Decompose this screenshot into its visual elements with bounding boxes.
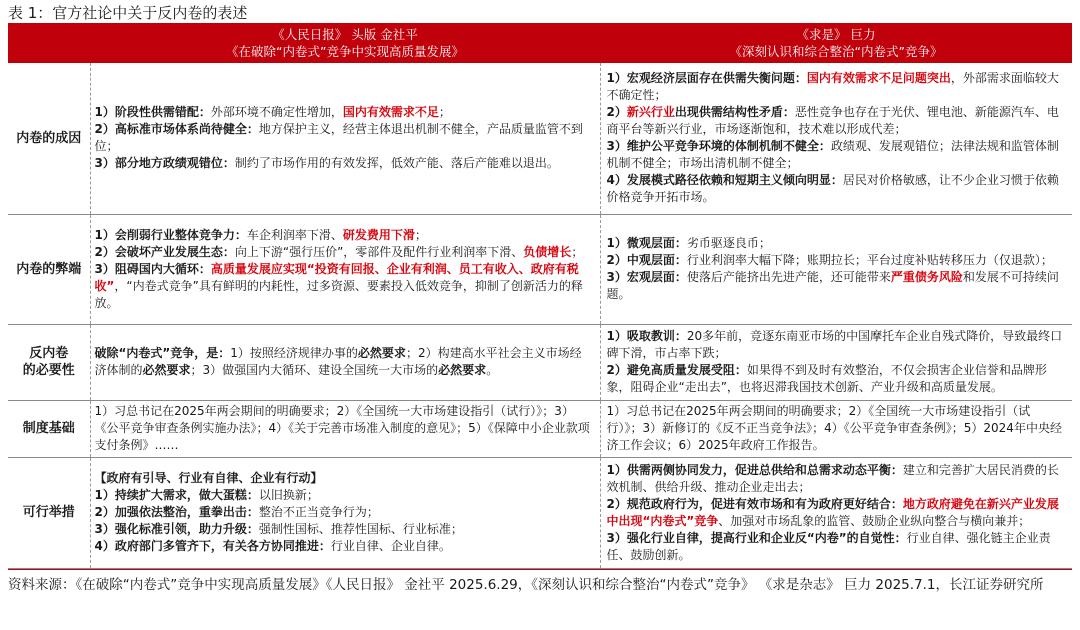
- bold-text: 必然要求: [357, 346, 406, 360]
- bold-text: 2）加强依法整治，重拳出击：: [94, 505, 259, 519]
- body-text: 建立和完善扩大居民消费的长效机制、供给升级、推动企业走出去；: [606, 462, 1059, 494]
- bold-text: 出现供需结构性矛盾：: [674, 105, 795, 120]
- body-text: 和发展不可持续问题。: [606, 270, 1059, 301]
- cell-paragraph: [607, 235, 1067, 252]
- bold-text: 2）会破坏产业发展生态：: [94, 244, 235, 259]
- cell-paragraph: [607, 328, 1067, 362]
- header-col-people-daily: [90, 23, 600, 63]
- row-label: [8, 457, 90, 568]
- highlight-text: 国内有效需求不足问题突出: [806, 71, 951, 86]
- cell-paragraph: [95, 403, 592, 454]
- row-label-line: 内卷的成因: [16, 130, 82, 146]
- row-basis-qiushi: [600, 400, 1072, 457]
- body-text: 政绩观、发展观错位；法律法规和监管体制机制不健全；市场出清机制不健全；: [606, 139, 1059, 171]
- cell-paragraph: [607, 138, 1067, 172]
- bold-text: 2）避免高质量发展受阻：: [606, 363, 747, 377]
- highlight-text: 负债增长: [523, 244, 572, 259]
- bold-text: 2）规范政府行为，促进有效市场和有为政府更好结合：: [606, 496, 903, 511]
- bold-text: 1）吸取教训：: [606, 329, 687, 343]
- body-text: ；3）做强国内大循环、建设全国统一大市场的: [190, 363, 439, 377]
- body-text: 1）习总书记在2025年两会期间的明确要求；2）《全国统一大市场建设指引（试行）》；3）《公平竞争审查条例实施办法》；4）《关于完善市场准入制度的意见》；5）《保障中小企业款项支付条例》……: [94, 404, 590, 452]
- highlight-text: 地方政府避免在新兴产业发展中出现“内卷式”竞争: [606, 496, 1059, 528]
- header-col2-line1: 《求是》 巨力: [796, 27, 876, 42]
- bold-text: 3）强化行业自律，提高行业和企业反“内卷”的自觉性：: [606, 530, 907, 545]
- body-text: 行业利润率大幅下降；账期拉长；平台过度补贴转移压力（仅退款）；: [686, 253, 1053, 267]
- table-caption: 表 1：官方社论中关于反内卷的表述: [8, 4, 248, 22]
- body-text: 劣币驱逐良币；: [686, 236, 771, 250]
- table-header-row: [8, 23, 1072, 63]
- cell-paragraph: [607, 403, 1067, 454]
- bold-text: 3）维护公平竞争环境的体制机制不健全：: [606, 139, 831, 154]
- bold-text: 1）阶段性供需错配：: [94, 105, 211, 120]
- bold-text: 1）持续扩大需求，做大蛋糕：: [94, 488, 259, 502]
- row-label: [8, 400, 90, 457]
- row-label-line: 的必要性: [22, 363, 75, 378]
- body-text: 行业自律、强化链主企业责任、鼓励创新。: [606, 530, 1051, 562]
- highlight-text: 严重债务风险: [890, 270, 963, 284]
- bold-text: 【政府有引导、行业有自律、企业有行动】: [94, 471, 323, 485]
- cell-paragraph: [95, 521, 592, 538]
- bold-text: 3）部分地方政绩观错位：: [94, 156, 235, 171]
- body-text: ；: [414, 227, 427, 242]
- row-measures-people-daily: [90, 457, 600, 568]
- body-text: 向上下游“强行压价”，零部件及配件行业利润率下滑、: [234, 244, 524, 259]
- bold-text: 3）阻碍国内大循环：: [94, 261, 211, 276]
- header-col-qiushi: [600, 23, 1072, 63]
- bottom-rule: [8, 569, 1072, 570]
- body-text: 使落后产能挤出先进产能，还可能带来: [686, 270, 891, 284]
- bold-text: 3）宏观层面：: [606, 270, 687, 284]
- cell-paragraph: [607, 104, 1067, 138]
- bold-text: 破除“内卷式”竞争，是：: [94, 346, 231, 360]
- bold-text: 2）高标准市场体系尚待健全：: [94, 122, 259, 137]
- body-text: 车企利润率下滑、: [246, 227, 343, 242]
- bold-text: 3）强化标准引领，助力升级：: [94, 522, 259, 536]
- row-label: [8, 324, 90, 400]
- body-text: 20多年前，竞逐东南亚市场的中国摩托车企业自残式降价，导致最终口碑下滑，市占率下跌；: [606, 329, 1063, 360]
- body-text: 行业自律、企业自律。: [330, 539, 451, 553]
- cell-paragraph: [95, 104, 592, 121]
- source-note: 资料来源：《在破除“内卷式”竞争中实现高质量发展》《人民日报》 金社平 2025.6.29，《深刻认识和综合整治“内卷式”竞争》 《求是杂志》 巨力 2025.7.1，长江证券研究所: [8, 577, 1044, 593]
- row-causes: [8, 63, 1072, 214]
- body-text: 制约了市场作用的有效发挥，低效产能、落后产能难以退出。: [234, 156, 559, 171]
- cell-paragraph: [95, 504, 592, 521]
- body-text: 地方保护主义，经营主体退出机制不健全，产品质量监管不到位；: [94, 122, 583, 154]
- highlight-text: 高质量发展应实现“投资有回报、企业有利润、员工有收入、政府有税收”: [94, 261, 579, 293]
- bold-text: 必然要求: [142, 363, 191, 377]
- bold-text: 1）宏观经济层面存在供需失衡问题：: [606, 71, 807, 86]
- cell-paragraph: [95, 244, 592, 261]
- row-necessity-people-daily: [90, 324, 600, 400]
- row-label: [8, 63, 90, 214]
- bold-text: 1）微观层面：: [606, 236, 687, 250]
- body-text: 恶性竞争也存在于光伏、锂电池、新能源汽车、电商平台等新兴行业，市场逐渐饱和，技术难以形成代差；: [606, 105, 1059, 137]
- body-text: 整治不正当竞争行为；: [258, 505, 379, 519]
- row-necessity: [8, 324, 1072, 400]
- highlight-text: 新兴行业: [626, 105, 675, 120]
- header-col1-line1: 《人民日报》 头版 金社平: [272, 27, 418, 42]
- body-text: 外部环境不确定性增加，: [210, 105, 343, 120]
- row-label-line: 可行举措: [22, 505, 75, 520]
- row-institutional-basis: [8, 400, 1072, 457]
- cell-paragraph: [95, 261, 592, 312]
- bold-text: 1）会削弱行业整体竞争力：: [94, 227, 247, 242]
- highlight-text: 国内有效需求不足: [342, 105, 439, 120]
- body-text: 。: [486, 363, 499, 377]
- body-text: ；2）构建高水平社会主义市场经济体制的: [94, 346, 582, 377]
- cell-paragraph: [95, 345, 592, 379]
- cell-paragraph: [95, 155, 592, 172]
- row-label-line: 制度基础: [22, 421, 75, 436]
- body-text: 1）习总书记在2025年两会期间的明确要求；2）《全国统一大市场建设指引（试行）》；3）新修订的《反不正当竞争法》；4）《公平竞争审查条例》；5）2024年中央经济工作会议；6）2025年政府工作报告。: [606, 404, 1062, 452]
- bold-text: 必然要求: [438, 363, 487, 377]
- row-basis-people-daily: [90, 400, 600, 457]
- body-text: 1）按照经济规律办事的: [230, 346, 358, 360]
- row-label-line: 内卷的弊端: [16, 261, 82, 277]
- row-causes-qiushi: [600, 63, 1072, 214]
- body-text: ，外部需求面临较大不确定性；: [606, 71, 1059, 103]
- row-necessity-qiushi: [600, 324, 1072, 400]
- row-harms: [8, 214, 1072, 324]
- row-causes-people-daily: [90, 63, 600, 214]
- row-harms-qiushi: [600, 214, 1072, 324]
- bold-text: 4）政府部门多管齐下，有关各方协同推进：: [94, 539, 331, 553]
- body-text: 强制性国标、推荐性国标、行业标准；: [258, 522, 463, 536]
- cell-paragraph: [607, 252, 1067, 269]
- body-text: 、加强对市场乱象的监管、鼓励企业纵向整合与横向兼并；: [718, 513, 1031, 528]
- cell-paragraph: [95, 121, 592, 155]
- bold-text: 1）供需两侧协同发力，促进总供给和总需求动态平衡：: [606, 462, 903, 477]
- cell-paragraph: [607, 530, 1067, 564]
- row-label-line: 反内卷: [29, 346, 69, 361]
- bold-text: 2）中观层面：: [606, 253, 687, 267]
- header-corner: [8, 23, 90, 63]
- body-text: ；: [438, 105, 451, 120]
- header-col2-line2: 《深刻认识和综合整治“内卷式”竞争》: [729, 44, 943, 59]
- row-label: [8, 214, 90, 324]
- bold-text: 2）: [606, 105, 627, 120]
- header-col1-line2: 《在破除“内卷式”竞争中实现高质量发展》: [226, 44, 464, 59]
- cell-paragraph: [607, 172, 1067, 206]
- comparison-table: [8, 23, 1072, 569]
- cell-paragraph: [95, 470, 592, 487]
- body-text: 如果得不到及时有效整治，不仅会损害企业信誉和品牌形象，阻碍企业“走出去”，也将迟滞我国技术创新、产业升级和高质量发展。: [606, 363, 1047, 394]
- cell-paragraph: [607, 269, 1067, 303]
- row-harms-people-daily: [90, 214, 600, 324]
- cell-paragraph: [607, 496, 1067, 530]
- highlight-text: 研发费用下滑: [342, 227, 415, 242]
- body-text: 以旧换新；: [258, 488, 319, 502]
- body-text: 居民对价格敏感，让不少企业习惯于依赖价格竞争开拓市场。: [606, 173, 1059, 205]
- cell-paragraph: [607, 362, 1067, 396]
- cell-paragraph: [607, 462, 1067, 496]
- row-measures-qiushi: [600, 457, 1072, 568]
- cell-paragraph: [95, 487, 592, 504]
- cell-paragraph: [95, 227, 592, 244]
- row-measures: [8, 457, 1072, 568]
- bold-text: 4）发展模式路径依赖和短期主义倾向明显：: [606, 173, 843, 188]
- body-text: ，“内卷式竞争”具有鲜明的内耗性，过多资源、要素投入低效竞争，抑制了创新活力的释放。: [94, 278, 583, 310]
- body-text: ；: [571, 244, 584, 259]
- cell-paragraph: [607, 70, 1067, 104]
- cell-paragraph: [95, 538, 592, 555]
